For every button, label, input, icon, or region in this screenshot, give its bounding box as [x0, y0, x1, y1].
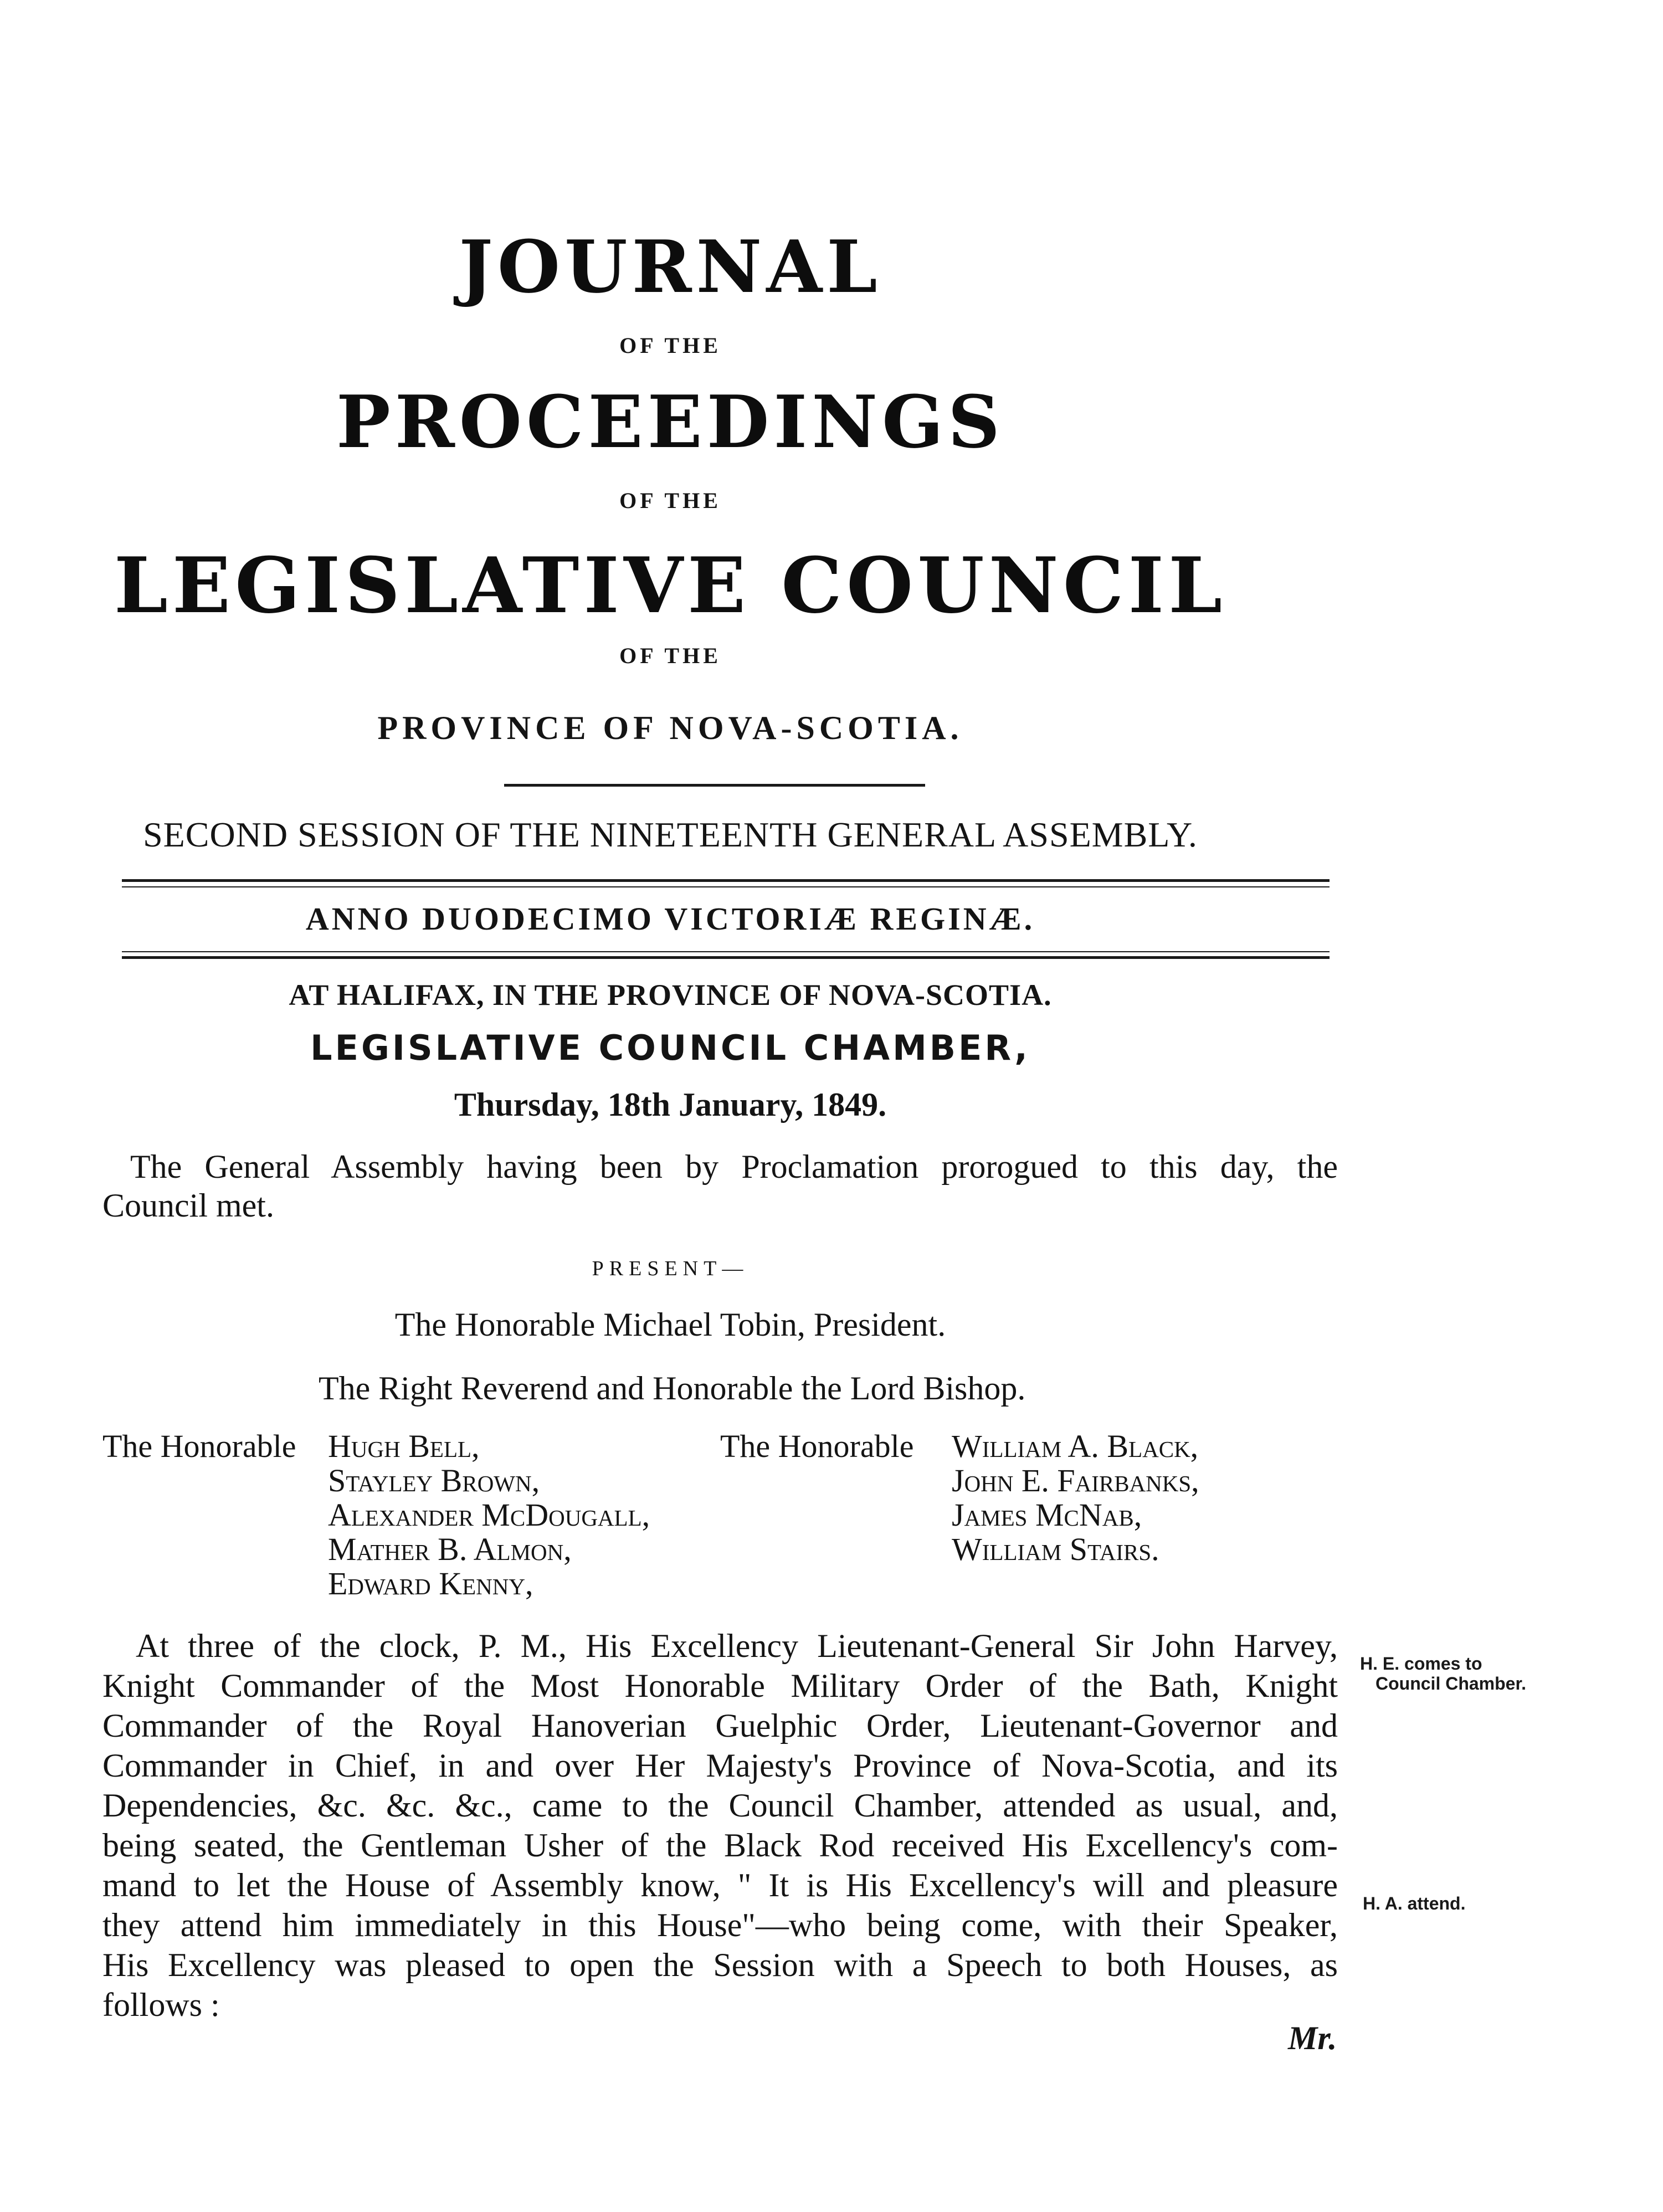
margin-note-ha-attend: H. A. attend. — [1363, 1893, 1466, 1913]
paragraph-line: Knight Commander of the Most Honorable Military Order of the Bath, Knight — [102, 1667, 1338, 1704]
journal-title: JOURNAL — [459, 224, 882, 309]
present-label: PRESENT— — [592, 1257, 749, 1280]
intro-line-2: Council met. — [102, 1187, 274, 1224]
margin-note-he-comes — [1360, 1654, 1526, 1693]
honorable-label-left: The Honorable — [102, 1428, 296, 1464]
paragraph-line: follows : — [102, 1987, 220, 2023]
intro-line-1: The General Assembly having been by Proclamation prorogued to this day, the — [130, 1148, 1338, 1185]
member-name: John E. Fairbanks, — [952, 1462, 1199, 1498]
bishop-line: The Right Reverend and Honorable the Lord Bishop. — [319, 1370, 1026, 1407]
divider-double-bottom-b — [122, 956, 1330, 959]
member-name: Hugh Bell, — [328, 1428, 480, 1464]
paragraph-line: At three of the clock, P. M., His Excellency Lieutenant-General Sir John Harvey, — [136, 1628, 1338, 1664]
date-line: Thursday, 18th January, 1849. — [454, 1086, 887, 1123]
honorable-label-right: The Honorable — [720, 1428, 914, 1464]
of-the-label-2: OF THE — [619, 488, 721, 513]
divider-double-bottom-a — [122, 951, 1330, 952]
members-right — [952, 1429, 1199, 1567]
member-name: Stayley Brown, — [328, 1462, 540, 1498]
margin-note-line: Council Chamber. — [1375, 1674, 1527, 1693]
paragraph-line: they attend him immediately in this House"—who being come, with their Speaker, — [102, 1907, 1338, 1943]
session-line: SECOND SESSION OF THE NINETEENTH GENERAL ASSEMBLY. — [143, 815, 1198, 854]
paragraph-line: Commander in Chief, in and over Her Majesty's Province of Nova-Scotia, and its — [102, 1747, 1338, 1784]
member-name: Mather B. Almon, — [328, 1531, 572, 1567]
paragraph-line: being seated, the Gentleman Usher of the Black Rod received His Excellency's com- — [102, 1827, 1338, 1864]
of-the-label-3: OF THE — [619, 643, 721, 668]
member-name: Edward Kenny, — [328, 1566, 533, 1602]
province-title: PROVINCE OF NOVA-SCOTIA. — [377, 710, 963, 746]
president-line: The Honorable Michael Tobin, President. — [394, 1306, 946, 1343]
legislative-council-title: LEGISLATIVE COUNCIL — [114, 540, 1227, 630]
margin-note-line: H. E. comes to — [1360, 1654, 1482, 1674]
member-name: William A. Black, — [952, 1428, 1199, 1464]
chamber-line: LEGISLATIVE COUNCIL CHAMBER, — [310, 1028, 1030, 1068]
member-name: James McNab, — [952, 1497, 1142, 1533]
member-name: Alexander McDougall, — [328, 1497, 650, 1533]
proceedings-title: PROCEEDINGS — [336, 379, 1004, 464]
paragraph-line: Commander of the Royal Hanoverian Guelphic Order, Lieutenant-Governor and — [102, 1707, 1338, 1744]
member-name: William Stairs. — [952, 1531, 1159, 1567]
paragraph-line: mand to let the House of Assembly know, " It is His Excellency's will and pleasure — [102, 1867, 1338, 1903]
anno-line: ANNO DUODECIMO VICTORIÆ REGINÆ. — [305, 901, 1035, 937]
paragraph-line: His Excellency was pleased to open the Session with a Speech to both Houses, as — [102, 1947, 1338, 1983]
place-line: AT HALIFAX, IN THE PROVINCE OF NOVA-SCOTIA. — [289, 978, 1052, 1012]
divider-double-top-b — [122, 886, 1330, 887]
divider-double-top-a — [122, 879, 1330, 882]
paragraph-line: Dependencies, &c. &c. &c., came to the Council Chamber, attended as usual, and, — [102, 1787, 1338, 1824]
opening-paragraph — [102, 1626, 1338, 2025]
divider-short — [504, 784, 925, 787]
catchword: Mr. — [1288, 2020, 1337, 2056]
members-left — [328, 1429, 650, 1601]
of-the-label-1: OF THE — [619, 333, 721, 358]
